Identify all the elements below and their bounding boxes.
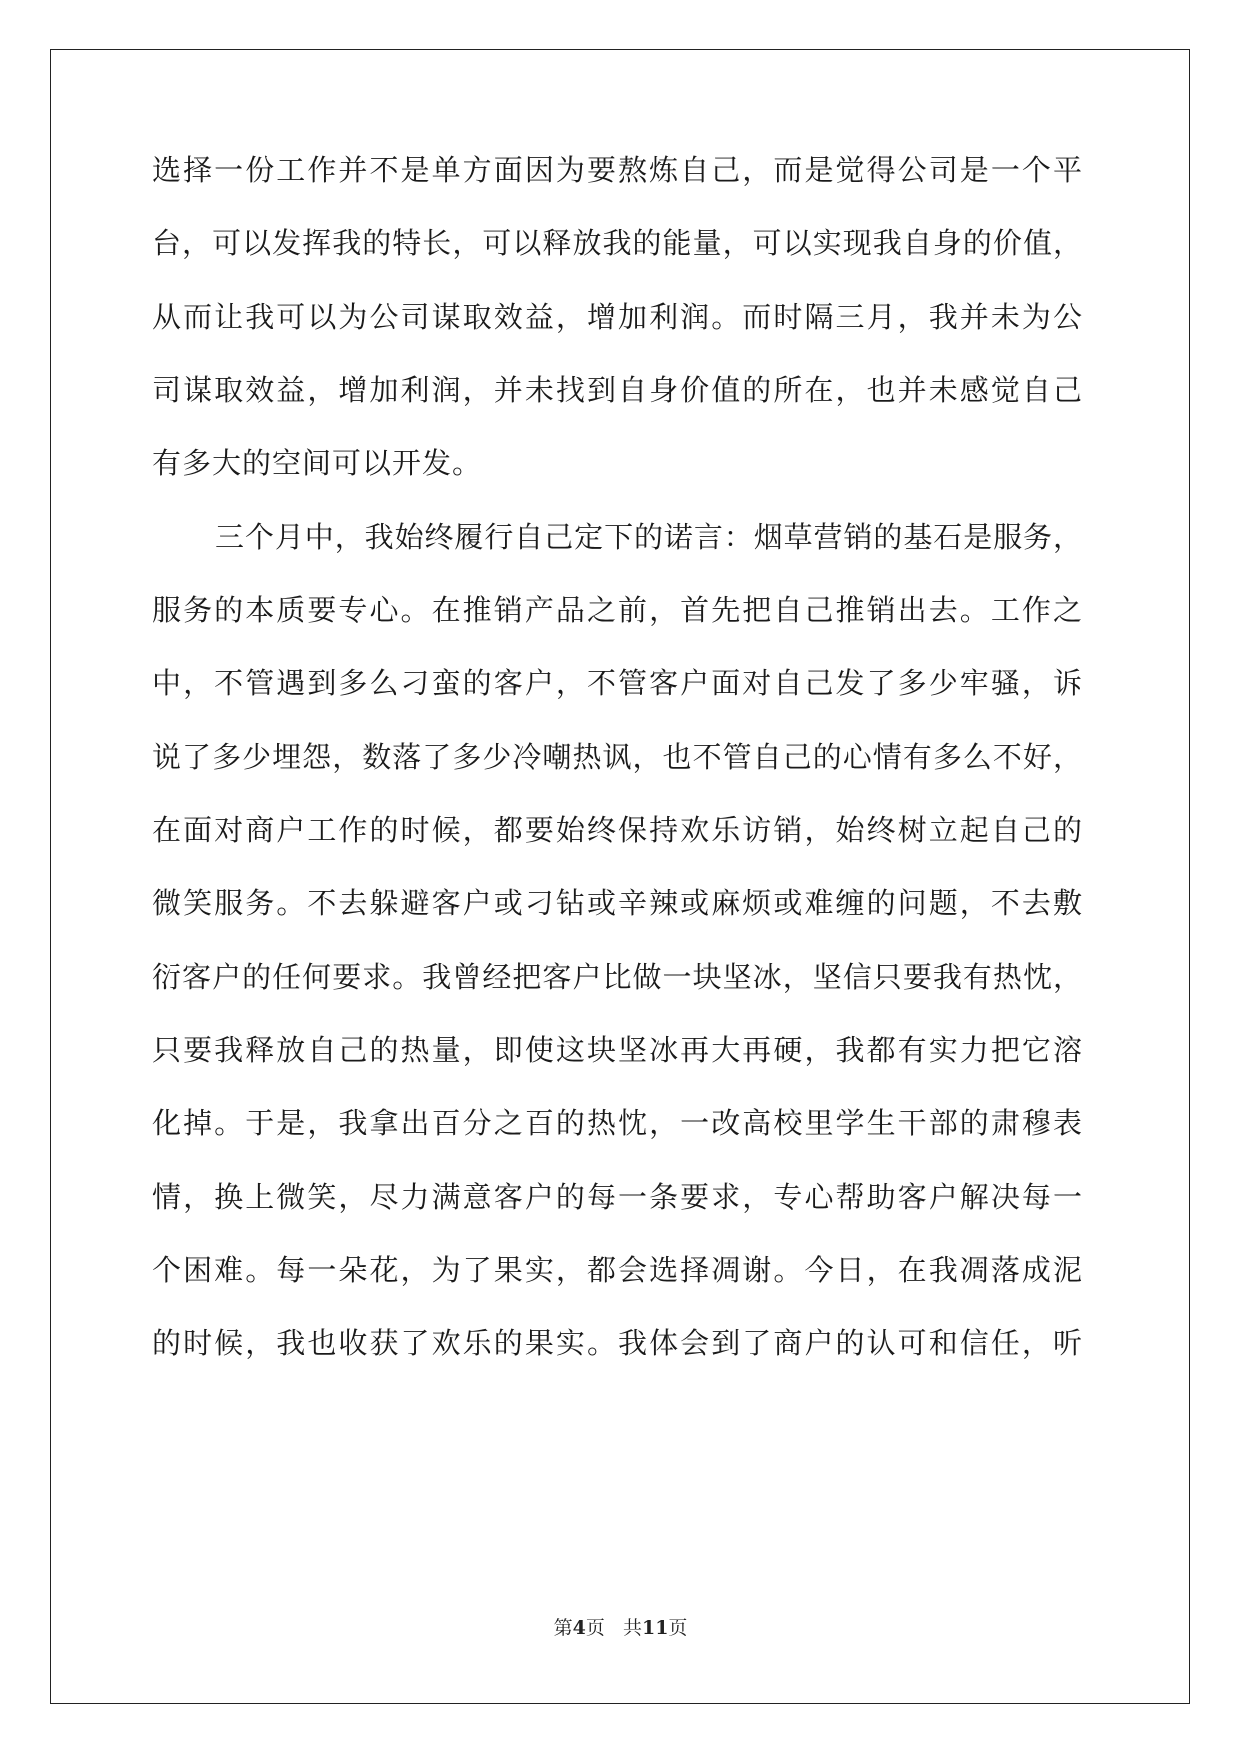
footer-prefix: 第 [553, 1617, 573, 1639]
footer-total-prefix: 共 [622, 1617, 642, 1639]
paragraph-1-line-3: 从而让我可以为公司谋取效益，增加利润。而时隔三月，我并未为公 [152, 300, 1082, 334]
footer-page-suffix: 页 [585, 1617, 605, 1639]
paragraph-2-line-11: 个困难。每一朵花，为了果实，都会选择凋谢。今日，在我凋落成泥 [152, 1253, 1082, 1287]
page-footer [0, 1615, 1241, 1641]
paragraph-2-line-8: 只要我释放自己的热量，即使这块坚冰再大再硬，我都有实力把它溶 [152, 1033, 1082, 1067]
paragraph-1-line-5: 有多大的空间可以开发。 [152, 446, 483, 480]
paragraph-2-line-12: 的时候，我也收获了欢乐的果实。我体会到了商户的认可和信任，听 [152, 1326, 1082, 1360]
footer-total-suffix: 页 [668, 1617, 688, 1639]
paragraph-2-line-6: 微笑服务。不去躲避客户或刁钻或辛辣或麻烦或难缠的问题，不去敷 [152, 886, 1082, 920]
paragraph-2-line-10: 情，换上微笑，尽力满意客户的每一条要求，专心帮助客户解决每一 [152, 1180, 1082, 1214]
paragraph-2-line-2: 服务的本质要专心。在推销产品之前，首先把自己推销出去。工作之 [152, 593, 1082, 627]
paragraph-2-line-9: 化掉。于是，我拿出百分之百的热忱，一改高校里学生干部的肃穆表 [152, 1106, 1082, 1140]
footer-page-number: 4 [572, 1617, 586, 1639]
paragraph-1-line-1: 选择一份工作并不是单方面因为要熬炼自己，而是觉得公司是一个平 [152, 153, 1082, 187]
paragraph-2-line-4: 说了多少埋怨，数落了多少冷嘲热讽，也不管自己的心情有多么不好， [152, 740, 1082, 774]
footer-total-pages: 11 [641, 1617, 669, 1639]
paragraph-1-line-2: 台，可以发挥我的特长，可以释放我的能量，可以实现我自身的价值， [152, 226, 1082, 260]
paragraph-2-line-3: 中，不管遇到多么刁蛮的客户，不管客户面对自己发了多少牢骚，诉 [152, 666, 1082, 700]
paragraph-2-line-7: 衍客户的任何要求。我曾经把客户比做一块坚冰，坚信只要我有热忱， [152, 960, 1082, 994]
paragraph-2-line-1: 三个月中，我始终履行自己定下的诺言：烟草营销的基石是服务， [215, 520, 1082, 554]
paragraph-1-line-4: 司谋取效益，增加利润，并未找到自身价值的所在，也并未感觉自己 [152, 373, 1082, 407]
paragraph-2-line-5: 在面对商户工作的时候，都要始终保持欢乐访销，始终树立起自己的 [152, 813, 1082, 847]
